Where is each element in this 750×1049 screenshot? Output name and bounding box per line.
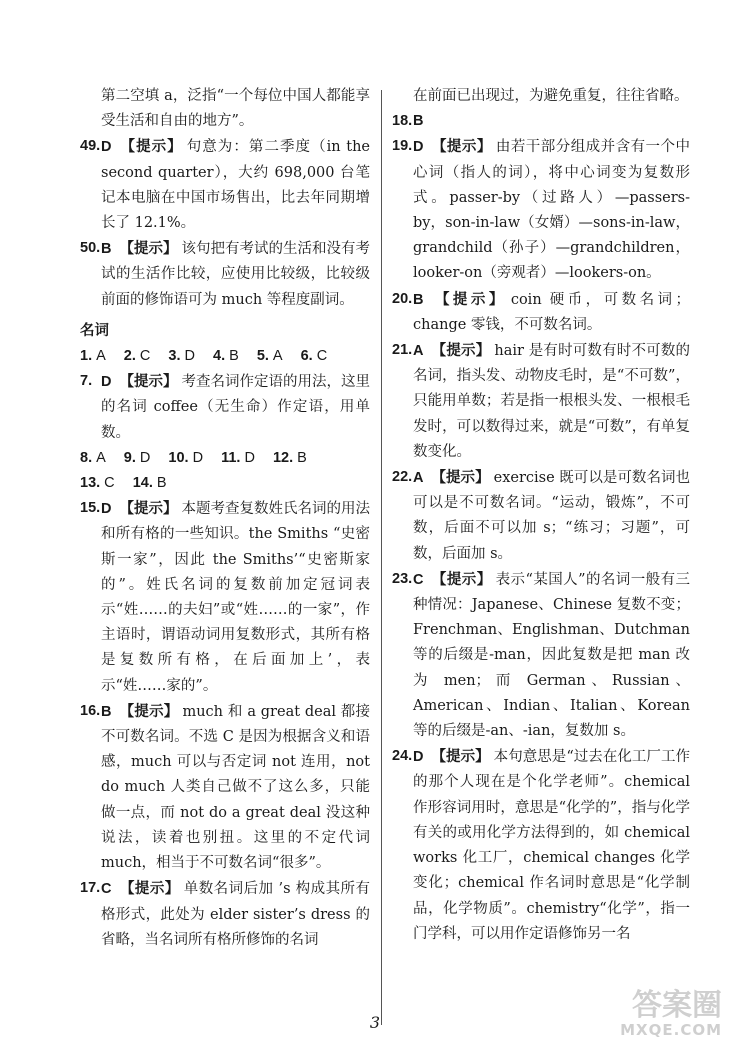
question-number: 13. [80,475,101,492]
answer-17 [80,876,370,953]
question-number: 6. [300,348,313,365]
answer-item [124,446,151,471]
question-number: 1. [80,348,93,365]
question-number: 21. [392,342,413,359]
explanation-text: 单数名词后加 ’s 构成其所有格形式，此处为 elder sister’s dress 的省略，当名词所有格所修饰的名词 [101,881,370,948]
hint-label: 【提示】 [431,748,490,766]
page-number: 3 [369,1013,381,1032]
hint-label: 【提示】 [119,138,183,156]
answer-23 [392,567,690,744]
answer-item [124,344,151,369]
answer-letter: B [297,449,307,466]
question-number: 49. [80,138,101,155]
explanation-text: 本句意思是“过去在化工厂工作的那个人现在是个化学老师”。chemical 作形容词用时，意思是“化学的”，指与化学有关的或用化学方法得到的，如 chemical works 化工厂，chemical changes 化学变化；chemical 作名词时意思是“化学制品，化学物质”。chemistry“化学”，指一门学科，可以用作定语修饰另一名 [413,749,690,942]
answer-letter: D [101,139,112,156]
answer-item [257,344,283,369]
hint-label: 【提示】 [119,500,178,518]
answer-letter: D [244,449,255,466]
answer-row-8-12 [80,446,370,471]
answer-16 [80,699,370,876]
question-number: 23. [392,570,413,587]
answer-letter: D [413,139,424,156]
question-number: 3. [168,348,181,365]
answer-letter: B [229,348,239,365]
hint-label: 【提示】 [431,138,492,156]
explanation-text: much 和 a great deal 都接不可数名词。不选 C 是因为根据含义和语感，much 可以与否定词 not 连用，not do much 人类自己做不了这么多，只能做一点，而 not do a great deal 没这种说法，读着也别扭。这里的不定代词 much，相当于不可数名词“很多”。 [101,703,370,872]
answer-letter: A [413,343,424,360]
hint-label: 【提示】 [431,469,490,487]
answer-letter: B [101,241,112,258]
hint-label: 【提示】 [431,290,507,308]
question-number: 5. [256,348,269,365]
answer-item [80,344,106,369]
watermark-text: 答案圈 [632,988,722,1023]
hint-label: 【提示】 [119,373,178,391]
answer-item [80,471,115,496]
answer-letter: A [96,449,106,466]
question-number: 22. [392,469,413,486]
question-number: 50. [80,240,101,257]
question-number: 9. [123,449,136,466]
answer-item [168,446,203,471]
explanation-text: 考查名词作定语的用法，这里的名词 coffee（无生命）作定语，用单数。 [101,374,371,441]
question-number: 17. [80,880,101,897]
answer-letter: D [101,501,112,518]
answer-letter: A [96,348,106,365]
answer-letter: D [184,348,195,365]
answer-letter: D [101,374,112,391]
hint-label: 【提示】 [119,880,180,898]
answer-letter: B [413,291,424,308]
continued-text: 第二空填 a，泛指“一个每位中国人都能享受生活和自由的地方”。 [101,88,370,130]
section-heading: 名词 [80,322,109,339]
answer-20 [392,287,690,338]
question-number: 8. [80,449,93,466]
answer-letter: C [316,348,328,365]
hint-label: 【提示】 [431,342,491,360]
answer-item [80,446,106,471]
hint-label: 【提示】 [119,240,178,258]
question-number: 12. [272,449,294,466]
question-number: 2. [123,348,136,365]
question-number: 15. [80,500,101,517]
explanation-text: hair 是有时可数有时不可数的名词，指头发、动物皮毛时，是“不可数”，只能用单数；若是指一根根头发、一根根毛发时，可以数得过来，就是“可数”，有单复数变化。 [413,343,690,460]
explanation-text: 本题考查复数姓氏名词的用法和所有格的一些知识。the Smiths “史密斯一家”，因此 the Smiths’“史密斯家的”。姓氏名词的复数前加定冠词表示“姓……的夫妇”或“姓……的一家”，作主语时，谓语动词用复数形式，其所有格是复数所有格，在后面加上’，表示“姓……家的”。 [101,501,371,694]
answer-row-1-6 [80,344,370,369]
hint-label: 【提示】 [119,702,179,720]
explanation-text: coin 硬币，可数名词；change 零钱，不可数名词。 [413,291,691,333]
answer-21 [392,338,690,465]
question-number: 20. [392,290,413,307]
question-number: 19. [392,138,413,155]
answer-letter: C [101,881,112,898]
question-number: 7. [80,373,93,390]
answer-15 [80,496,370,699]
answer-letter: D [192,449,204,466]
answer-item [213,344,239,369]
question-number: 18. [392,113,413,130]
question-number: 10. [168,449,189,466]
right-column [392,84,690,947]
answer-7 [80,369,370,446]
explanation-text: 该句把有考试的生活和没有考试的生活作比较，应使用比较级，比较级前面的修饰语可为 much 等程度副词。 [101,241,371,308]
answer-letter: C [413,571,424,588]
answer-letter: C [139,348,151,365]
answer-letter: B [101,703,112,720]
answer-item [221,446,255,471]
column-divider [381,90,382,1025]
answer-item [273,446,307,471]
answer-row-13-14 [80,471,370,496]
watermark-domain: MXQE.COM [620,1021,722,1039]
answer-letter: B [413,113,424,130]
hint-label: 【提示】 [431,570,492,588]
answer-item [301,344,328,369]
answer-24 [392,744,690,947]
continued-text: 在前面已出现过，为避免重复，往往省略。 [413,88,689,104]
explanation-text: 由若干部分组成并含有一个中心词（指人的词），将中心词变为复数形式。passer-by（过路人）—passers-by，son-in-law（女婿）—sons-in-law，grandchild（孙子）—grandchildren，looker-on（旁观者）—lookers-on。 [413,139,691,282]
answer-50 [80,236,370,313]
explanation-text: 句意为：第二季度（in the second quarter），大约 698,000 台笔记本电脑在中国市场售出，比去年同期增长了 12.1%。 [101,139,370,232]
explanation-text: exercise 既可以是可数名词也可以是不可数名词。“运动，锻炼”，不可数，后面不可以加 s；“练习；习题”，可数，后面加 s。 [413,470,690,562]
answer-19 [392,134,690,286]
question-number: 24. [392,748,413,765]
answer-letter: D [413,749,424,766]
answer-letter: C [104,475,115,492]
answer-49 [80,134,370,236]
answer-item [168,344,195,369]
left-column [80,84,370,953]
question-number: 14. [132,475,153,492]
answer-item [133,471,167,496]
watermark-logo [620,988,722,1039]
answer-letter: A [272,348,283,365]
question-number: 16. [80,702,101,719]
question-number: 11. [221,449,241,466]
question-number: 4. [213,348,226,365]
answer-letter: D [139,449,151,466]
answer-22 [392,465,690,567]
answer-letter: A [413,470,424,487]
explanation-text: 表示“某国人”的名词一般有三种情况：Japanese、Chinese 复数不变；Frenchman、Englishman、Dutchman 等的后缀是-man，因此复数是把 man 改为 men；而 German、Russian、American、Indian、Italian、Korean 等的后缀是-an、-ian，复数加 s。 [413,571,691,740]
answer-18 [392,109,690,134]
answer-letter: B [156,475,167,492]
